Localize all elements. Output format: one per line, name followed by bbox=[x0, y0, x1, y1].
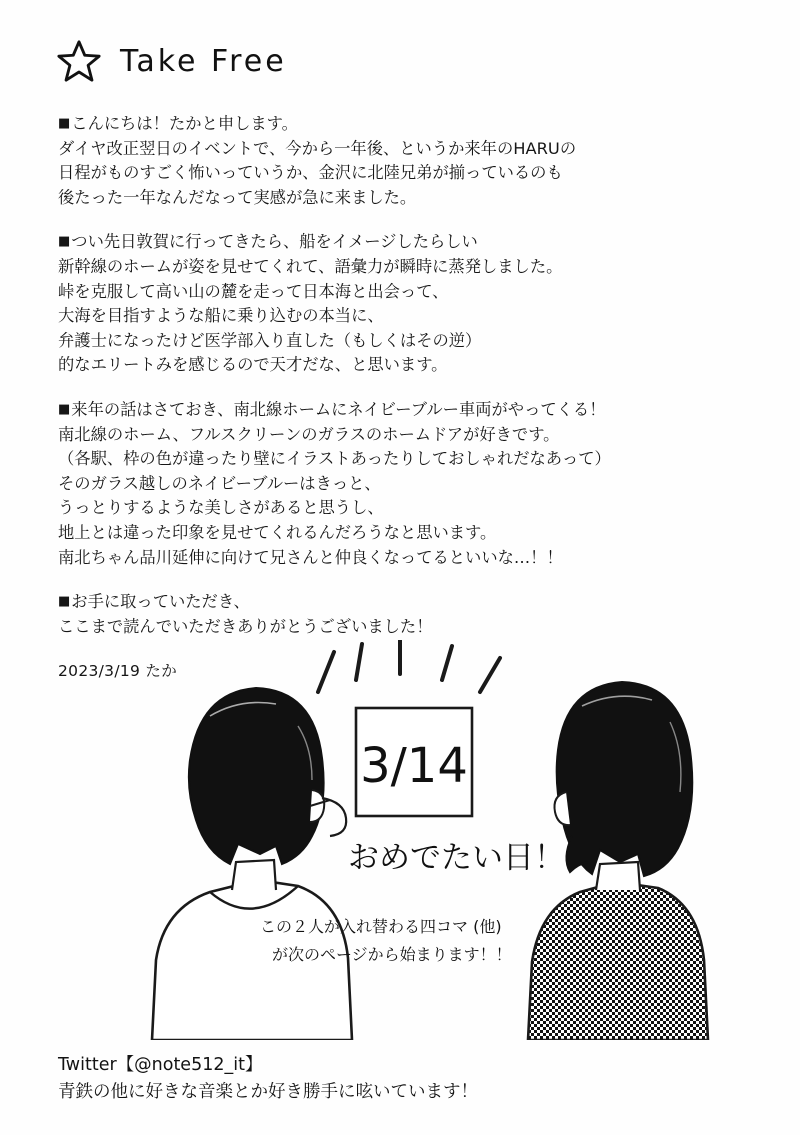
paragraph-1-line-2: ダイヤ改正翌日のイベントで、今から一年後、というか来年のHARUの bbox=[58, 138, 577, 158]
paragraph-2 bbox=[58, 230, 748, 378]
figure-left-glasses bbox=[152, 688, 352, 1040]
page-title: Take Free bbox=[120, 43, 287, 79]
paragraph-2-line-5: 弁護士になったけど医学部入り直した（もしくはその逆） bbox=[58, 330, 482, 350]
paragraph-3-line-3: （各駅、枠の色が違ったり壁にイラストあったりしておしゃれだなあって） bbox=[58, 449, 611, 469]
signature-date: 2023/3/19 たか bbox=[58, 662, 178, 681]
paragraph-2-line-2: 新幹線のホームが姿を見せてくれて、語彙力が瞬時に蒸発しました。 bbox=[58, 256, 563, 276]
paragraph-4-line-1: ■お手に取っていただき、 bbox=[58, 592, 250, 612]
footer-note: 青鉄の他に好きな音楽とか好き勝手に呟いています！ bbox=[58, 1082, 478, 1102]
paragraph-2-line-1: ■つい先日敦賀に行ってきたら、船をイメージしたらしい bbox=[58, 232, 478, 252]
paragraph-3-line-6: 地上とは違った印象を見せてくれるんだろうなと思います。 bbox=[58, 522, 497, 542]
paragraph-2-line-4: 大海を目指すような船に乗り込むの本当に、 bbox=[58, 306, 384, 326]
paragraph-3-line-7: 南北ちゃん品川延伸に向けて兄さんと仲良くなってるといいな…！！ bbox=[58, 547, 563, 567]
document-header bbox=[56, 38, 287, 84]
paragraph-1-line-4: 後たった一年なんだなって実感が急に来ました。 bbox=[58, 187, 417, 207]
paragraph-1-line-3: 日程がものすごく怖いっていうか、金沢に北陸兄弟が揃っているのも bbox=[58, 163, 563, 183]
square-bullet-icon: ■ bbox=[58, 594, 71, 610]
paragraph-1-line-1: ■こんにちは！たかと申します。 bbox=[58, 114, 298, 133]
note-line-1: この２人が入れ替わる四コマ (他) bbox=[260, 917, 502, 936]
paragraph-2-line-3: 峠を克服して高い山の麓を走って日本海と出会って、 bbox=[58, 281, 449, 301]
square-bullet-icon: ■ bbox=[58, 234, 71, 250]
body-text bbox=[58, 112, 748, 684]
illustration bbox=[60, 640, 750, 1040]
footer-twitter-handle[interactable]: Twitter【@note512_it】 bbox=[58, 1055, 263, 1075]
paragraph-4-line-2: ここまで読んでいただきありがとうございました！ bbox=[58, 616, 433, 636]
note-line-2: が次のページから始まります！！ bbox=[272, 945, 512, 964]
square-bullet-icon: ■ bbox=[58, 401, 71, 417]
paragraph-3-line-1: ■来年の話はさておき、南北線ホームにネイビーブルー車両がやってくる！ bbox=[58, 399, 606, 419]
paragraph-3-line-2: 南北線のホーム、フルスクリーンのガラスのホームドアが好きです。 bbox=[58, 424, 560, 444]
paragraph-4 bbox=[58, 590, 748, 639]
paragraph-1 bbox=[58, 112, 748, 210]
sign-text: 3/14 bbox=[360, 738, 468, 794]
paragraph-3-line-5: うっとりするような美しさがあると思うし、 bbox=[58, 498, 384, 518]
paragraph-3 bbox=[58, 398, 748, 570]
paragraph-3-line-4: そのガラス越しのネイビーブルーはきっと、 bbox=[58, 473, 381, 493]
star-icon bbox=[56, 38, 102, 84]
paragraph-2-line-6: 的なエリートみを感じるので天才だな、と思います。 bbox=[58, 355, 448, 375]
caption-handwritten: おめでたい日！ bbox=[348, 840, 565, 876]
square-bullet-icon: ■ bbox=[58, 116, 71, 131]
footer bbox=[58, 1052, 478, 1106]
sign-board bbox=[318, 640, 500, 816]
